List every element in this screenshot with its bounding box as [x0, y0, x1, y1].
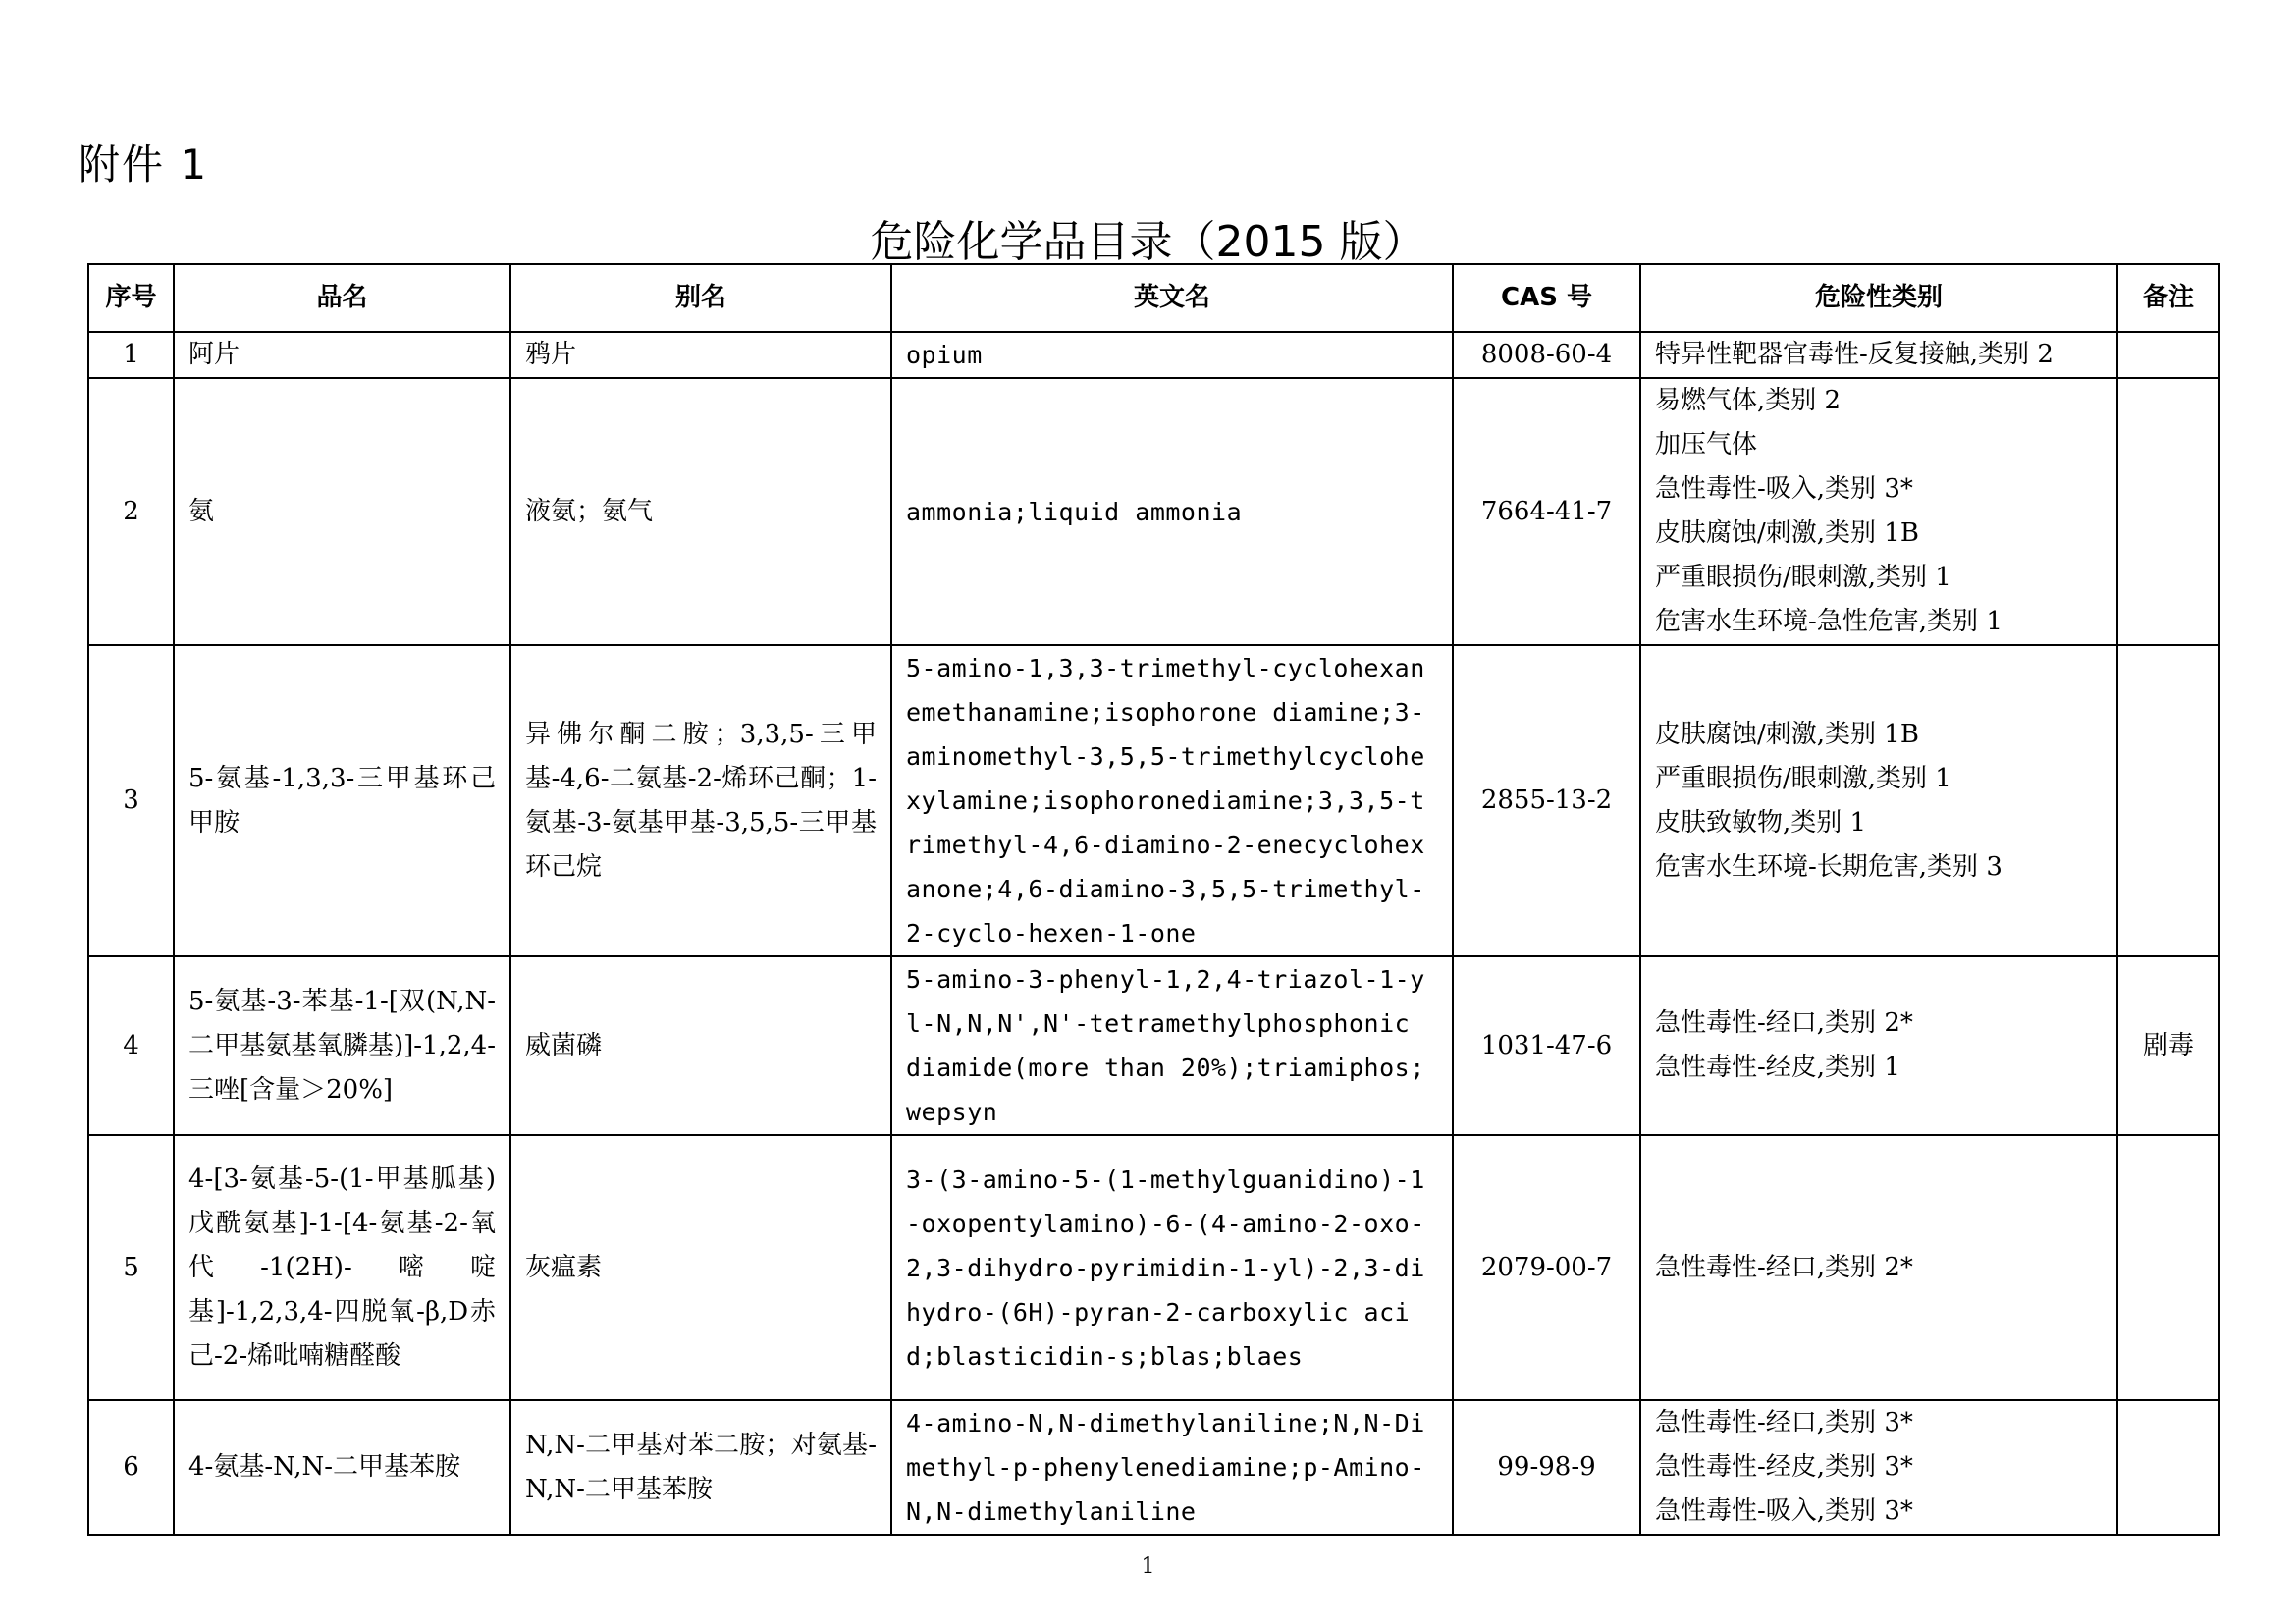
hazard-item: 危害水生环境-长期危害,类别 3 [1655, 851, 2002, 882]
hazard-item: 急性毒性-吸入,类别 3* [1655, 1496, 1913, 1526]
cell-hazard [1640, 332, 2117, 378]
header-hazard: 危险性类别 [1640, 264, 2117, 332]
table-row [88, 1400, 2219, 1535]
cell-hazard [1640, 1400, 2117, 1535]
cell-hazard [1640, 378, 2117, 645]
header-cas: CAS 号 [1453, 264, 1640, 332]
cell-remark [2117, 332, 2219, 378]
table-row [88, 378, 2219, 645]
cell-cas: 99-98-9 [1453, 1400, 1640, 1535]
page-number: 1 [1141, 1554, 1155, 1579]
document-title: 危险化学品目录（2015 版） [870, 217, 1426, 267]
cell-cas: 2079-00-7 [1453, 1135, 1640, 1400]
hazard-item: 皮肤致敏物,类别 1 [1655, 807, 1867, 838]
cell-remark [2117, 645, 2219, 956]
cell-cas: 2855-13-2 [1453, 645, 1640, 956]
hazard-item: 皮肤腐蚀/刺激,类别 1B [1655, 518, 1919, 548]
attachment-label: 附件 1 [79, 140, 209, 189]
cell-alias: 液氨；氨气 [510, 378, 891, 645]
cell-name: 氨 [174, 378, 510, 645]
cell-english: 4-amino-N,N-dimethylaniline;N,N-Dimethyl-p-phenylenediamine;p-Amino-N,N-dimethylaniline [891, 1400, 1453, 1535]
hazard-item: 急性毒性-经口,类别 2* [1655, 1252, 1913, 1282]
hazard-item: 特异性靶器官毒性-反复接触,类别 2 [1655, 340, 2054, 369]
cell-name: 4-氨基-N,N-二甲基苯胺 [174, 1400, 510, 1535]
table-row [88, 956, 2219, 1135]
cell-hazard [1640, 645, 2117, 956]
hazard-item: 严重眼损伤/眼刺激,类别 1 [1655, 763, 1951, 793]
header-no: 序号 [88, 264, 174, 332]
cell-remark [2117, 1400, 2219, 1535]
table-row [88, 332, 2219, 378]
cell-alias: 威菌磷 [510, 956, 891, 1135]
cell-english: 5-amino-1,3,3-trimethyl-cyclohexanemethanamine;isophorone diamine;3-aminomethyl-3,5,5-trimethylcyclohexylamine;isophoronediamine;3,3,5-trimethyl-4,6-diamino-2-enecyclohexanone;4,6-diamino-3,5,5-trimethyl-2-cyclo-hexen-1-one [891, 645, 1453, 956]
cell-cas: 1031-47-6 [1453, 956, 1640, 1135]
cell-english: opium [891, 332, 1453, 378]
cell-alias: N,N-二甲基对苯二胺；对氨基-N,N-二甲基苯胺 [510, 1400, 891, 1535]
cell-hazard [1640, 956, 2117, 1135]
header-english: 英文名 [891, 264, 1453, 332]
hazard-item: 急性毒性-吸入,类别 3* [1655, 474, 1913, 504]
cell-remark [2117, 378, 2219, 645]
cell-no: 3 [88, 645, 174, 956]
cell-no: 2 [88, 378, 174, 645]
hazard-item: 易燃气体,类别 2 [1655, 386, 1842, 415]
cell-english: 3-(3-amino-5-(1-methylguanidino)-1-oxopentylamino)-6-(4-amino-2-oxo-2,3-dihydro-pyrimidin-1-yl)-2,3-dihydro-(6H)-pyran-2-carboxylic acid;blasticidin-s;blas;blaes [891, 1135, 1453, 1400]
cell-cas: 7664-41-7 [1453, 378, 1640, 645]
header-remark: 备注 [2117, 264, 2219, 332]
cell-remark [2117, 1135, 2219, 1400]
table-row [88, 645, 2219, 956]
cell-alias: 灰瘟素 [510, 1135, 891, 1400]
cell-hazard [1640, 1135, 2117, 1400]
cell-no: 5 [88, 1135, 174, 1400]
cell-english: 5-amino-3-phenyl-1,2,4-triazol-1-yl-N,N,N',N'-tetramethylphosphonic diamide(more than 20%);triamiphos;wepsyn [891, 956, 1453, 1135]
cell-alias: 鸦片 [510, 332, 891, 378]
cell-remark: 剧毒 [2117, 956, 2219, 1135]
header-alias: 别名 [510, 264, 891, 332]
cell-english: ammonia;liquid ammonia [891, 378, 1453, 645]
chemical-catalog-table [87, 263, 2220, 1536]
cell-alias: 异佛尔酮二胺；3,3,5-三甲基-4,6-二氨基-2-烯环己酮；1-氨基-3-氨基甲基-3,5,5-三甲基环己烷 [510, 645, 891, 956]
hazard-item: 急性毒性-经皮,类别 3* [1655, 1452, 1913, 1482]
cell-no: 1 [88, 332, 174, 378]
hazard-item: 急性毒性-经口,类别 3* [1655, 1408, 1913, 1437]
cell-name: 阿片 [174, 332, 510, 378]
hazard-item: 加压气体 [1655, 430, 1758, 460]
hazard-item: 皮肤腐蚀/刺激,类别 1B [1655, 719, 1919, 749]
cell-name: 5-氨基-3-苯基-1-[双(N,N-二甲基氨基氧膦基)]-1,2,4-三唑[含量＞20%] [174, 956, 510, 1135]
hazard-item: 严重眼损伤/眼刺激,类别 1 [1655, 563, 1951, 592]
cell-no: 4 [88, 956, 174, 1135]
cell-cas: 8008-60-4 [1453, 332, 1640, 378]
hazard-item: 急性毒性-经口,类别 2* [1655, 1008, 1913, 1038]
cell-no: 6 [88, 1400, 174, 1535]
table-row [88, 1135, 2219, 1400]
cell-name: 5-氨基-1,3,3-三甲基环己甲胺 [174, 645, 510, 956]
table-header-row [88, 264, 2219, 332]
cell-name: 4-[3-氨基-5-(1-甲基胍基)戊酰氨基]-1-[4-氨基-2-氧代-1(2H)-嘧啶基]-1,2,3,4-四脱氧-β,D赤己-2-烯吡喃糖醛酸 [174, 1135, 510, 1400]
hazard-item: 急性毒性-经皮,类别 1 [1655, 1053, 1900, 1082]
hazard-item: 危害水生环境-急性危害,类别 1 [1655, 607, 2002, 636]
header-name: 品名 [174, 264, 510, 332]
